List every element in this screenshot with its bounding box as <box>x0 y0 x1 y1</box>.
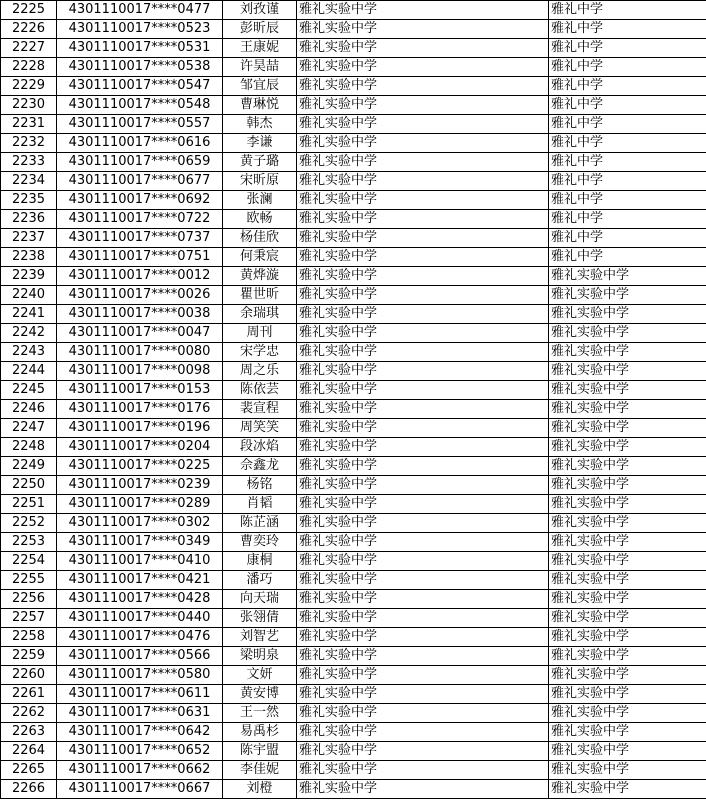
student-id-cell: 4301110017****0547 <box>57 77 223 96</box>
graduating-school-cell: 雅礼实验中学 <box>297 210 549 229</box>
table-row <box>1 343 706 362</box>
graduating-school-cell: 雅礼实验中学 <box>297 780 549 799</box>
student-id-cell: 4301110017****0476 <box>57 628 223 647</box>
admitted-school-cell: 雅礼实验中学 <box>549 552 706 571</box>
student-id-cell: 4301110017****0557 <box>57 115 223 134</box>
table-row <box>1 134 706 153</box>
serial-number-cell: 2251 <box>1 495 57 514</box>
admitted-school-cell: 雅礼中学 <box>549 115 706 134</box>
table-row <box>1 20 706 39</box>
admitted-school-cell: 雅礼实验中学 <box>549 723 706 742</box>
graduating-school-cell: 雅礼实验中学 <box>297 153 549 172</box>
table-row <box>1 172 706 191</box>
student-id-cell: 4301110017****0751 <box>57 248 223 267</box>
student-name-cell: 康桐 <box>223 552 297 571</box>
graduating-school-cell: 雅礼实验中学 <box>297 666 549 685</box>
admitted-school-cell: 雅礼实验中学 <box>549 400 706 419</box>
table-row <box>1 191 706 210</box>
student-id-cell: 4301110017****0289 <box>57 495 223 514</box>
student-id-cell: 4301110017****0611 <box>57 685 223 704</box>
student-id-cell: 4301110017****0642 <box>57 723 223 742</box>
serial-number-cell: 2256 <box>1 590 57 609</box>
serial-number-cell: 2226 <box>1 20 57 39</box>
student-name-cell: 佘鑫龙 <box>223 457 297 476</box>
serial-number-cell: 2265 <box>1 761 57 780</box>
graduating-school-cell: 雅礼实验中学 <box>297 20 549 39</box>
student-name-cell: 张翎倩 <box>223 609 297 628</box>
student-name-cell: 黄子璐 <box>223 153 297 172</box>
admitted-school-cell: 雅礼实验中学 <box>549 761 706 780</box>
admitted-school-cell: 雅礼实验中学 <box>549 590 706 609</box>
admitted-school-cell: 雅礼实验中学 <box>549 286 706 305</box>
table-row <box>1 723 706 742</box>
student-name-cell: 刘孜谨 <box>223 1 297 20</box>
student-id-cell: 4301110017****0176 <box>57 400 223 419</box>
serial-number-cell: 2231 <box>1 115 57 134</box>
serial-number-cell: 2232 <box>1 134 57 153</box>
serial-number-cell: 2229 <box>1 77 57 96</box>
student-name-cell: 陈芷涵 <box>223 514 297 533</box>
table-row <box>1 742 706 761</box>
table-row <box>1 362 706 381</box>
student-name-cell: 陈依芸 <box>223 381 297 400</box>
student-id-cell: 4301110017****0722 <box>57 210 223 229</box>
student-name-cell: 余瑞琪 <box>223 305 297 324</box>
serial-number-cell: 2230 <box>1 96 57 115</box>
serial-number-cell: 2241 <box>1 305 57 324</box>
student-id-cell: 4301110017****0410 <box>57 552 223 571</box>
serial-number-cell: 2257 <box>1 609 57 628</box>
student-name-cell: 曹琳悦 <box>223 96 297 115</box>
admitted-school-cell: 雅礼中学 <box>549 39 706 58</box>
admitted-school-cell: 雅礼实验中学 <box>549 704 706 723</box>
table-row <box>1 58 706 77</box>
graduating-school-cell: 雅礼实验中学 <box>297 476 549 495</box>
student-name-cell: 许昊喆 <box>223 58 297 77</box>
student-name-cell: 何秉宸 <box>223 248 297 267</box>
graduating-school-cell: 雅礼实验中学 <box>297 628 549 647</box>
graduating-school-cell: 雅礼实验中学 <box>297 248 549 267</box>
admitted-school-cell: 雅礼实验中学 <box>549 438 706 457</box>
admitted-school-cell: 雅礼实验中学 <box>549 381 706 400</box>
student-name-cell: 周刊 <box>223 324 297 343</box>
serial-number-cell: 2244 <box>1 362 57 381</box>
serial-number-cell: 2252 <box>1 514 57 533</box>
student-id-cell: 4301110017****0047 <box>57 324 223 343</box>
serial-number-cell: 2258 <box>1 628 57 647</box>
student-id-cell: 4301110017****0349 <box>57 533 223 552</box>
admitted-school-cell: 雅礼中学 <box>549 229 706 248</box>
serial-number-cell: 2254 <box>1 552 57 571</box>
serial-number-cell: 2238 <box>1 248 57 267</box>
student-id-cell: 4301110017****0239 <box>57 476 223 495</box>
table-row <box>1 267 706 286</box>
student-name-cell: 宋昕原 <box>223 172 297 191</box>
graduating-school-cell: 雅礼实验中学 <box>297 495 549 514</box>
table-row <box>1 666 706 685</box>
student-name-cell: 刘智艺 <box>223 628 297 647</box>
student-name-cell: 李佳妮 <box>223 761 297 780</box>
serial-number-cell: 2242 <box>1 324 57 343</box>
serial-number-cell: 2262 <box>1 704 57 723</box>
student-name-cell: 段冰焰 <box>223 438 297 457</box>
student-id-cell: 4301110017****0531 <box>57 39 223 58</box>
student-id-cell: 4301110017****0662 <box>57 761 223 780</box>
graduating-school-cell: 雅礼实验中学 <box>297 286 549 305</box>
graduating-school-cell: 雅礼实验中学 <box>297 381 549 400</box>
student-name-cell: 周笑笑 <box>223 419 297 438</box>
student-name-cell: 杨铭 <box>223 476 297 495</box>
table-row <box>1 533 706 552</box>
table-row <box>1 571 706 590</box>
admitted-school-cell: 雅礼实验中学 <box>549 647 706 666</box>
table-row <box>1 552 706 571</box>
student-id-cell: 4301110017****0566 <box>57 647 223 666</box>
student-id-cell: 4301110017****0196 <box>57 419 223 438</box>
graduating-school-cell: 雅礼实验中学 <box>297 96 549 115</box>
student-id-cell: 4301110017****0153 <box>57 381 223 400</box>
table-row <box>1 628 706 647</box>
student-name-cell: 周之乐 <box>223 362 297 381</box>
graduating-school-cell: 雅礼实验中学 <box>297 742 549 761</box>
serial-number-cell: 2235 <box>1 191 57 210</box>
student-id-cell: 4301110017****0204 <box>57 438 223 457</box>
student-name-cell: 梁明泉 <box>223 647 297 666</box>
student-name-cell: 刘橙 <box>223 780 297 799</box>
student-name-cell: 张澜 <box>223 191 297 210</box>
serial-number-cell: 2250 <box>1 476 57 495</box>
graduating-school-cell: 雅礼实验中学 <box>297 134 549 153</box>
serial-number-cell: 2240 <box>1 286 57 305</box>
admitted-school-cell: 雅礼实验中学 <box>549 457 706 476</box>
serial-number-cell: 2225 <box>1 1 57 20</box>
student-name-cell: 宋学忠 <box>223 343 297 362</box>
graduating-school-cell: 雅礼实验中学 <box>297 704 549 723</box>
serial-number-cell: 2249 <box>1 457 57 476</box>
student-id-cell: 4301110017****0302 <box>57 514 223 533</box>
student-name-cell: 韩杰 <box>223 115 297 134</box>
table-row <box>1 476 706 495</box>
graduating-school-cell: 雅礼实验中学 <box>297 761 549 780</box>
graduating-school-cell: 雅礼实验中学 <box>297 457 549 476</box>
admitted-school-cell: 雅礼实验中学 <box>549 362 706 381</box>
student-name-cell: 文妍 <box>223 666 297 685</box>
admitted-school-cell: 雅礼中学 <box>549 20 706 39</box>
graduating-school-cell: 雅礼实验中学 <box>297 590 549 609</box>
serial-number-cell: 2237 <box>1 229 57 248</box>
table-row <box>1 419 706 438</box>
graduating-school-cell: 雅礼实验中学 <box>297 685 549 704</box>
student-id-cell: 4301110017****0428 <box>57 590 223 609</box>
admitted-school-cell: 雅礼实验中学 <box>549 514 706 533</box>
admitted-school-cell: 雅礼实验中学 <box>549 533 706 552</box>
student-id-cell: 4301110017****0677 <box>57 172 223 191</box>
graduating-school-cell: 雅礼实验中学 <box>297 419 549 438</box>
admitted-school-cell: 雅礼中学 <box>549 248 706 267</box>
graduating-school-cell: 雅礼实验中学 <box>297 723 549 742</box>
admitted-school-cell: 雅礼实验中学 <box>549 571 706 590</box>
student-id-cell: 4301110017****0225 <box>57 457 223 476</box>
admitted-school-cell: 雅礼中学 <box>549 1 706 20</box>
student-id-cell: 4301110017****0012 <box>57 267 223 286</box>
graduating-school-cell: 雅礼实验中学 <box>297 533 549 552</box>
serial-number-cell: 2261 <box>1 685 57 704</box>
admitted-school-cell: 雅礼中学 <box>549 172 706 191</box>
graduating-school-cell: 雅礼实验中学 <box>297 115 549 134</box>
student-id-cell: 4301110017****0652 <box>57 742 223 761</box>
serial-number-cell: 2255 <box>1 571 57 590</box>
serial-number-cell: 2260 <box>1 666 57 685</box>
table-row <box>1 761 706 780</box>
student-name-cell: 瞿世昕 <box>223 286 297 305</box>
table-row <box>1 400 706 419</box>
admitted-school-cell: 雅礼中学 <box>549 77 706 96</box>
admitted-school-cell: 雅礼实验中学 <box>549 495 706 514</box>
serial-number-cell: 2243 <box>1 343 57 362</box>
admitted-school-cell: 雅礼实验中学 <box>549 305 706 324</box>
graduating-school-cell: 雅礼实验中学 <box>297 39 549 58</box>
student-name-cell: 裴宣程 <box>223 400 297 419</box>
student-name-cell: 王一然 <box>223 704 297 723</box>
admitted-school-cell: 雅礼中学 <box>549 96 706 115</box>
student-name-cell: 黄烨漩 <box>223 267 297 286</box>
graduating-school-cell: 雅礼实验中学 <box>297 438 549 457</box>
table-row <box>1 305 706 324</box>
table-row <box>1 210 706 229</box>
student-id-cell: 4301110017****0421 <box>57 571 223 590</box>
admitted-school-cell: 雅礼实验中学 <box>549 780 706 799</box>
student-id-cell: 4301110017****0038 <box>57 305 223 324</box>
admitted-school-cell: 雅礼中学 <box>549 210 706 229</box>
student-id-cell: 4301110017****0631 <box>57 704 223 723</box>
graduating-school-cell: 雅礼实验中学 <box>297 343 549 362</box>
student-id-cell: 4301110017****0667 <box>57 780 223 799</box>
admitted-school-cell: 雅礼中学 <box>549 153 706 172</box>
graduating-school-cell: 雅礼实验中学 <box>297 400 549 419</box>
student-name-cell: 李谦 <box>223 134 297 153</box>
graduating-school-cell: 雅礼实验中学 <box>297 324 549 343</box>
table-row <box>1 495 706 514</box>
admitted-school-cell: 雅礼实验中学 <box>549 324 706 343</box>
admitted-school-cell: 雅礼中学 <box>549 191 706 210</box>
student-id-cell: 4301110017****0737 <box>57 229 223 248</box>
serial-number-cell: 2253 <box>1 533 57 552</box>
graduating-school-cell: 雅礼实验中学 <box>297 647 549 666</box>
table-row <box>1 780 706 799</box>
table-row <box>1 115 706 134</box>
admitted-school-cell: 雅礼实验中学 <box>549 343 706 362</box>
student-name-cell: 陈宇盟 <box>223 742 297 761</box>
serial-number-cell: 2234 <box>1 172 57 191</box>
admitted-school-cell: 雅礼实验中学 <box>549 267 706 286</box>
graduating-school-cell: 雅礼实验中学 <box>297 514 549 533</box>
admitted-school-cell: 雅礼实验中学 <box>549 476 706 495</box>
student-name-cell: 向天瑞 <box>223 590 297 609</box>
student-id-cell: 4301110017****0026 <box>57 286 223 305</box>
student-id-cell: 4301110017****0080 <box>57 343 223 362</box>
graduating-school-cell: 雅礼实验中学 <box>297 305 549 324</box>
graduating-school-cell: 雅礼实验中学 <box>297 571 549 590</box>
graduating-school-cell: 雅礼实验中学 <box>297 267 549 286</box>
graduating-school-cell: 雅礼实验中学 <box>297 77 549 96</box>
table-row <box>1 324 706 343</box>
table-row <box>1 1 706 20</box>
table-row <box>1 77 706 96</box>
student-id-cell: 4301110017****0580 <box>57 666 223 685</box>
student-name-cell: 黄安博 <box>223 685 297 704</box>
graduating-school-cell: 雅礼实验中学 <box>297 172 549 191</box>
student-id-cell: 4301110017****0440 <box>57 609 223 628</box>
graduating-school-cell: 雅礼实验中学 <box>297 362 549 381</box>
serial-number-cell: 2263 <box>1 723 57 742</box>
table-row <box>1 438 706 457</box>
admitted-school-cell: 雅礼实验中学 <box>549 419 706 438</box>
student-id-cell: 4301110017****0548 <box>57 96 223 115</box>
serial-number-cell: 2228 <box>1 58 57 77</box>
table-row <box>1 609 706 628</box>
table-row <box>1 381 706 400</box>
student-name-cell: 肖韬 <box>223 495 297 514</box>
serial-number-cell: 2259 <box>1 647 57 666</box>
serial-number-cell: 2246 <box>1 400 57 419</box>
student-name-cell: 欧畅 <box>223 210 297 229</box>
table-row <box>1 685 706 704</box>
graduating-school-cell: 雅礼实验中学 <box>297 1 549 20</box>
student-id-cell: 4301110017****0659 <box>57 153 223 172</box>
table-row <box>1 514 706 533</box>
student-id-cell: 4301110017****0523 <box>57 20 223 39</box>
student-name-cell: 王康妮 <box>223 39 297 58</box>
student-id-cell: 4301110017****0538 <box>57 58 223 77</box>
table-row <box>1 153 706 172</box>
student-name-cell: 潘巧 <box>223 571 297 590</box>
table-row <box>1 39 706 58</box>
table-body <box>1 1 706 799</box>
serial-number-cell: 2236 <box>1 210 57 229</box>
serial-number-cell: 2247 <box>1 419 57 438</box>
student-name-cell: 曹奕玲 <box>223 533 297 552</box>
admitted-school-cell: 雅礼实验中学 <box>549 742 706 761</box>
graduating-school-cell: 雅礼实验中学 <box>297 552 549 571</box>
table-row <box>1 590 706 609</box>
table-row <box>1 704 706 723</box>
admitted-school-cell: 雅礼实验中学 <box>549 609 706 628</box>
student-id-cell: 4301110017****0616 <box>57 134 223 153</box>
table-row <box>1 647 706 666</box>
serial-number-cell: 2264 <box>1 742 57 761</box>
serial-number-cell: 2248 <box>1 438 57 457</box>
admitted-school-cell: 雅礼实验中学 <box>549 685 706 704</box>
graduating-school-cell: 雅礼实验中学 <box>297 58 549 77</box>
table-row <box>1 457 706 476</box>
admitted-school-cell: 雅礼实验中学 <box>549 666 706 685</box>
serial-number-cell: 2233 <box>1 153 57 172</box>
serial-number-cell: 2227 <box>1 39 57 58</box>
serial-number-cell: 2266 <box>1 780 57 799</box>
student-name-cell: 邹宜辰 <box>223 77 297 96</box>
admitted-school-cell: 雅礼中学 <box>549 58 706 77</box>
table-row <box>1 248 706 267</box>
admitted-school-cell: 雅礼实验中学 <box>549 628 706 647</box>
serial-number-cell: 2245 <box>1 381 57 400</box>
student-name-cell: 杨佳欣 <box>223 229 297 248</box>
graduating-school-cell: 雅礼实验中学 <box>297 609 549 628</box>
student-id-cell: 4301110017****0098 <box>57 362 223 381</box>
graduating-school-cell: 雅礼实验中学 <box>297 191 549 210</box>
serial-number-cell: 2239 <box>1 267 57 286</box>
student-name-cell: 易禹杉 <box>223 723 297 742</box>
table-row <box>1 286 706 305</box>
table-row <box>1 229 706 248</box>
graduating-school-cell: 雅礼实验中学 <box>297 229 549 248</box>
admitted-school-cell: 雅礼中学 <box>549 134 706 153</box>
table-row <box>1 96 706 115</box>
student-id-cell: 4301110017****0692 <box>57 191 223 210</box>
student-name-cell: 彭昕辰 <box>223 20 297 39</box>
student-id-cell: 4301110017****0477 <box>57 1 223 20</box>
